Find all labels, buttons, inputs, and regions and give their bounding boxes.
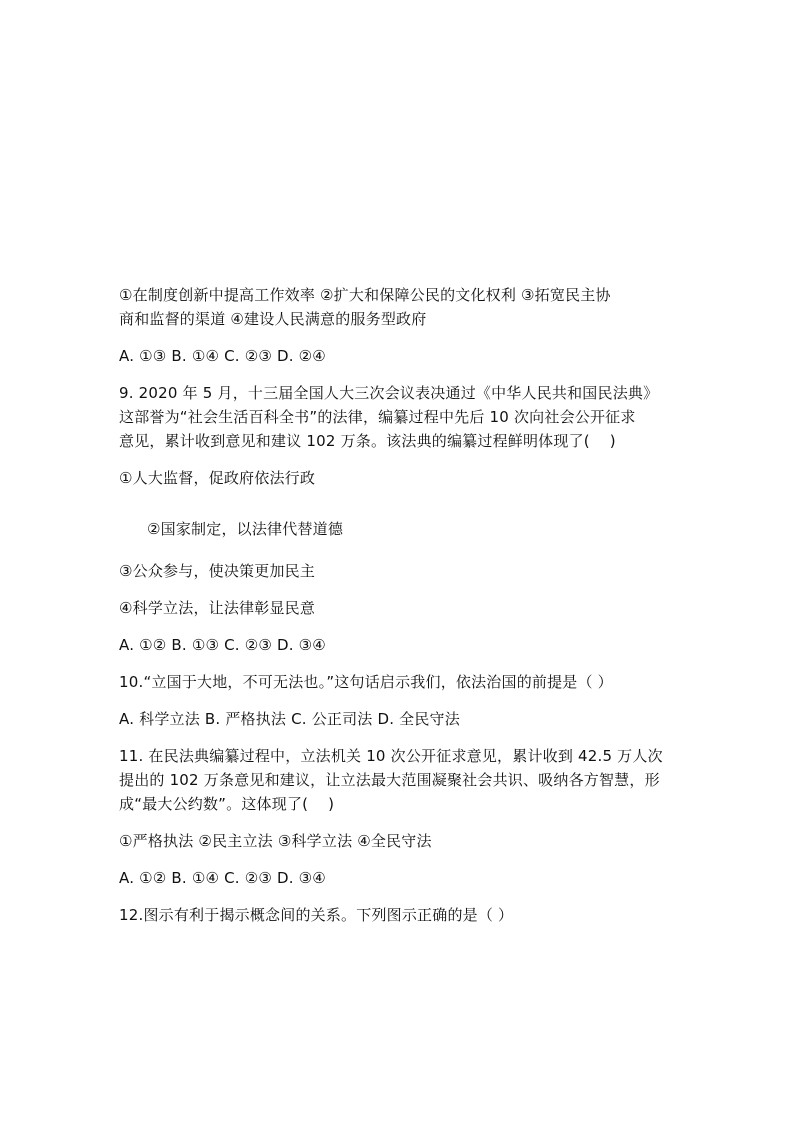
q11-stem-line-3: 成“最大公约数”。这体现了( ) [119,795,335,813]
q9-answer-choices: A. ①② B. ①③ C. ②③ D. ③④ [119,636,326,654]
q9-option-4: ④科学立法，让法律彰显民意 [119,599,316,617]
q9-stem-line-3: 意见，累计收到意见和建议 102 万条。该法典的编纂过程鲜明体现了( ) [119,432,616,450]
q11-stem-line-1: 11. 在民法典编纂过程中，立法机关 10 次公开征求意见，累计收到 42.5 万人次 [119,747,663,765]
q9-stem-line-2: 这部誉为“社会生活百科全书”的法律，编纂过程中先后 10 次向社会公开征求 [119,408,636,426]
q10-stem: 10.“立国于大地，不可无法也。”这句话启示我们，依法治国的前提是（ ） [119,673,613,691]
q9-option-3: ③公众参与，使决策更加民主 [119,562,316,580]
q9-option-1: ①人大监督，促政府依法行政 [119,469,316,487]
q9-option-2: ②国家制定，以法律代替道德 [147,520,344,538]
q12-stem: 12.图示有利于揭示概念间的关系。下列图示正确的是（ ） [119,906,514,924]
q8-options-line-1: ①在制度创新中提高工作效率 ②扩大和保障公民的文化权利 ③拓宽民主协 [119,286,611,304]
q8-answer-choices: A. ①③ B. ①④ C. ②③ D. ②④ [119,347,326,365]
q11-answer-choices: A. ①② B. ①④ C. ②③ D. ③④ [119,869,326,887]
q8-options-line-2: 商和监督的渠道 ④建设人民满意的服务型政府 [119,310,427,328]
q11-stem-line-2: 提出的 102 万条意见和建议，让立法最大范围凝聚社会共识、吸纳各方智慧，形 [119,771,660,789]
q11-options: ①严格执法 ②民主立法 ③科学立法 ④全民守法 [119,832,432,850]
q9-stem-line-1: 9. 2020 年 5 月，十三届全国人大三次会议表决通过《中华人民共和国民法典》 [119,384,659,402]
q10-answer-choices: A. 科学立法 B. 严格执法 C. 公正司法 D. 全民守法 [119,710,460,728]
